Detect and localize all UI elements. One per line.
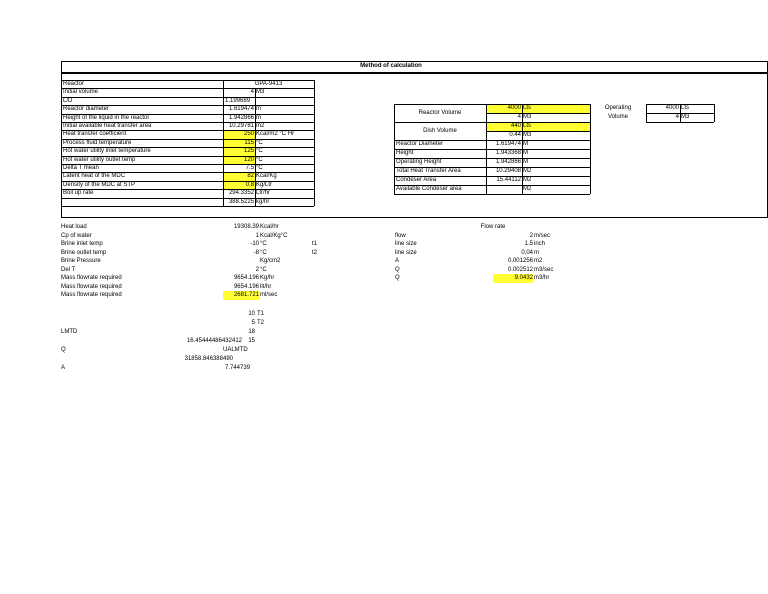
row-unit: °C [256, 139, 263, 146]
row-label: Initial available heat transfer area [63, 123, 152, 129]
row-line [394, 194, 590, 195]
flow-unit: m [534, 249, 539, 256]
q-label: Q [61, 347, 66, 353]
row-value: 1.619474 [228, 106, 254, 113]
col-line [486, 104, 487, 194]
row-value: 125 [243, 148, 254, 155]
row-unit: m2 [256, 123, 265, 129]
operating-unit: Lts [681, 105, 690, 111]
row-unit: °C [256, 148, 263, 155]
t2-value: 5 [251, 320, 255, 326]
calc-value: 2 [255, 266, 259, 273]
lmtd-value: 16.45444486432412 [186, 338, 242, 344]
calc-unit: lit/hr [260, 283, 272, 290]
col-line [646, 104, 647, 122]
row-unit: Ltr/hr [256, 190, 271, 197]
row-value: 388.5225 [228, 198, 254, 205]
row-value: 294.3352 [228, 190, 254, 197]
flow-unit: m3/sec [534, 266, 554, 273]
dish-unit: Lts [523, 123, 532, 129]
row-unit: Kcal/Kg [256, 173, 277, 180]
row-value: 1.942866 [495, 159, 521, 165]
calc-value [201, 257, 259, 266]
calc-label: Mass flowrate required [61, 283, 122, 290]
a-label: A [61, 365, 66, 371]
row-label [63, 198, 222, 206]
col-line [394, 104, 395, 194]
col-line [314, 80, 315, 206]
flow-unit: inch [534, 241, 546, 247]
row-unit: kg/hr [256, 198, 270, 205]
volume-unit: M3 [523, 114, 532, 120]
calc-unit: Kcal/Kg°C [260, 232, 288, 239]
row-label: Condeser Area [396, 177, 437, 183]
calc-unit: °C [260, 249, 267, 256]
row-label: Available Condeser area [396, 186, 462, 192]
right-table [394, 104, 768, 196]
calc-label: Cp of water [61, 232, 92, 239]
flow-value: 1.5 [524, 241, 533, 247]
row-line [486, 131, 590, 132]
calc-unit: °C [260, 266, 267, 273]
col-line [255, 88, 256, 206]
operating-unit: M3 [681, 114, 690, 120]
row-unit [256, 80, 313, 88]
row-unit: Kcal/m2 °C Hr [256, 131, 295, 138]
dish-unit: M3 [523, 132, 532, 138]
operating-value: 4000 [665, 105, 679, 111]
calc-value: 1 [255, 232, 259, 239]
row-unit: °C [256, 156, 263, 163]
row-unit: Kg/Ltr [256, 181, 273, 188]
flow-label: line size [395, 241, 417, 247]
row-line [394, 122, 486, 123]
row-value: 1.619474 [495, 141, 521, 147]
page-title: Method of calculation [360, 63, 422, 69]
row-unit: M [523, 159, 528, 165]
row-unit: m [256, 106, 261, 113]
row-value: 1.943368 [495, 150, 521, 156]
calc-tag: t1 [312, 241, 318, 247]
row-unit: °C [256, 165, 263, 171]
flow-value: 0.04 [521, 249, 533, 256]
row-line [486, 104, 590, 105]
row-value: 10.29781 [228, 123, 254, 129]
flow-label: Q [395, 266, 400, 273]
row-value: 250 [243, 131, 254, 138]
calc-unit: ml/sec [260, 292, 278, 298]
flow-unit: m3/hr [534, 275, 550, 281]
t1-tag: T1 [257, 311, 265, 317]
row-value: 1.199689 [225, 97, 251, 104]
calc-value: -10 [250, 241, 259, 247]
row-unit: M2 [523, 186, 532, 192]
row-label: Hot water utility outlet temp [63, 156, 136, 163]
calc-unit: Kg/hr [260, 275, 275, 281]
dish-volume-label: Dish Volume [423, 127, 457, 134]
operating-value: 4 [675, 114, 679, 120]
flow-unit: m/sec [534, 232, 551, 239]
lmtd-r2: 15 [248, 338, 255, 344]
calc-value: 19308.39 [233, 224, 259, 230]
flow-value: 2 [529, 232, 533, 239]
row-unit: M3 [256, 89, 265, 96]
calc-unit: Kcal/hr [260, 224, 279, 230]
flow-value: 0.002512 [507, 266, 533, 273]
operating-label-1: Operating [604, 105, 632, 111]
calc-label: Mass flowrate required [61, 292, 122, 298]
calc-label: Brine outlet temp [61, 249, 107, 256]
col-line [522, 104, 523, 194]
row-label: Operating Height [396, 159, 442, 165]
flow-value: 9.0432 [514, 275, 533, 281]
row-line [486, 122, 590, 123]
reactor-volume-label: Reactor Volume [418, 109, 462, 116]
row-label: Hot water utility inlet temperature [63, 148, 151, 155]
operating-label-2: Volume [607, 114, 628, 120]
calc-tag: t2 [312, 249, 318, 256]
row-label: Height of the liquid in the reactor [63, 114, 150, 121]
row-line [61, 206, 314, 207]
row-label: Heat transfer coefficient [63, 131, 127, 138]
col-line [714, 104, 715, 122]
t2-tag: T2 [257, 320, 265, 326]
ualmtd-label: UALMTD [223, 347, 248, 353]
volume-value: 4000 [507, 105, 521, 111]
row-value: 15.44112 [496, 177, 521, 183]
calc-label: Brine inlet temp [61, 241, 103, 247]
calc-label: Mass flowrate required [61, 275, 122, 281]
row-line [486, 113, 590, 114]
calc-label: Heat load [61, 224, 87, 230]
flow-label: A [395, 258, 400, 264]
row-unit: M [523, 150, 528, 156]
t1-value: 10 [248, 311, 255, 317]
row-value: 4 [250, 89, 254, 96]
row-label: Reactor Diameter [396, 141, 444, 147]
row-value: 7.5 [245, 165, 254, 171]
row-line [646, 122, 714, 123]
row-unit: m [256, 114, 261, 121]
row-unit: M2 [523, 168, 532, 174]
calc-value: 2681.721 [233, 292, 259, 298]
col-line [61, 80, 62, 206]
calc-label: Brine Pressure [61, 258, 101, 264]
row-value: 1.942866 [228, 114, 254, 121]
row-label: Boil up rate [63, 190, 94, 197]
row-label: Delta T mean [63, 165, 99, 171]
row-value: 0.8 [245, 181, 254, 188]
flow-label: flow [395, 232, 406, 239]
q-value: 31858.846388490 [184, 356, 233, 362]
row-label: Total Heat Transfer Area [396, 168, 461, 174]
a-value: 7.744739 [225, 365, 251, 371]
row-value [486, 185, 521, 194]
volume-value: 4 [517, 114, 521, 120]
dish-value: 0.44 [509, 132, 521, 138]
flow-block [393, 223, 573, 283]
col-line [223, 80, 224, 206]
calc-unit: °C [260, 241, 267, 247]
row-line [394, 104, 486, 105]
row-label: Process fluid temperature [63, 139, 132, 146]
calc-value: 9654.196 [233, 275, 259, 281]
calc-value: -8 [253, 249, 259, 256]
flow-unit: m2 [534, 258, 543, 264]
flow-header: Flow rate [480, 224, 506, 230]
row-label: L/D [63, 97, 73, 104]
row-label: Initial volume [63, 89, 99, 96]
row-unit [256, 97, 313, 105]
row-label: Reactor diameter [63, 106, 110, 113]
flow-label: Q [395, 275, 400, 281]
row-value: 120 [243, 156, 254, 163]
row-value: GPA-9413 [254, 81, 283, 87]
row-label: Reactor [63, 81, 85, 87]
row-label: Latent heat of the MDC [63, 173, 126, 180]
lmtd-r1: 18 [248, 329, 255, 335]
row-label: Height [396, 150, 414, 156]
calc-value: 9654.196 [233, 283, 259, 290]
row-label: Density of the MDC at STP [63, 181, 136, 188]
col-line [680, 104, 681, 122]
row-unit: M [523, 141, 528, 147]
row-value: 115 [244, 139, 254, 146]
flow-value: 0.001256 [507, 258, 533, 264]
volume-unit: Lts [523, 105, 532, 111]
calc-unit: Kg/cm2 [260, 258, 281, 264]
flow-label: line size [395, 249, 417, 256]
dish-value: 440 [510, 123, 521, 129]
row-unit: M2 [523, 177, 532, 183]
row-value: 82 [247, 173, 254, 180]
row-value: 10.29408 [495, 168, 521, 174]
left-table [61, 80, 314, 206]
lmtd-label: LMTD [61, 329, 78, 335]
calc-label: Del T [61, 266, 76, 273]
calc-block [61, 223, 341, 303]
